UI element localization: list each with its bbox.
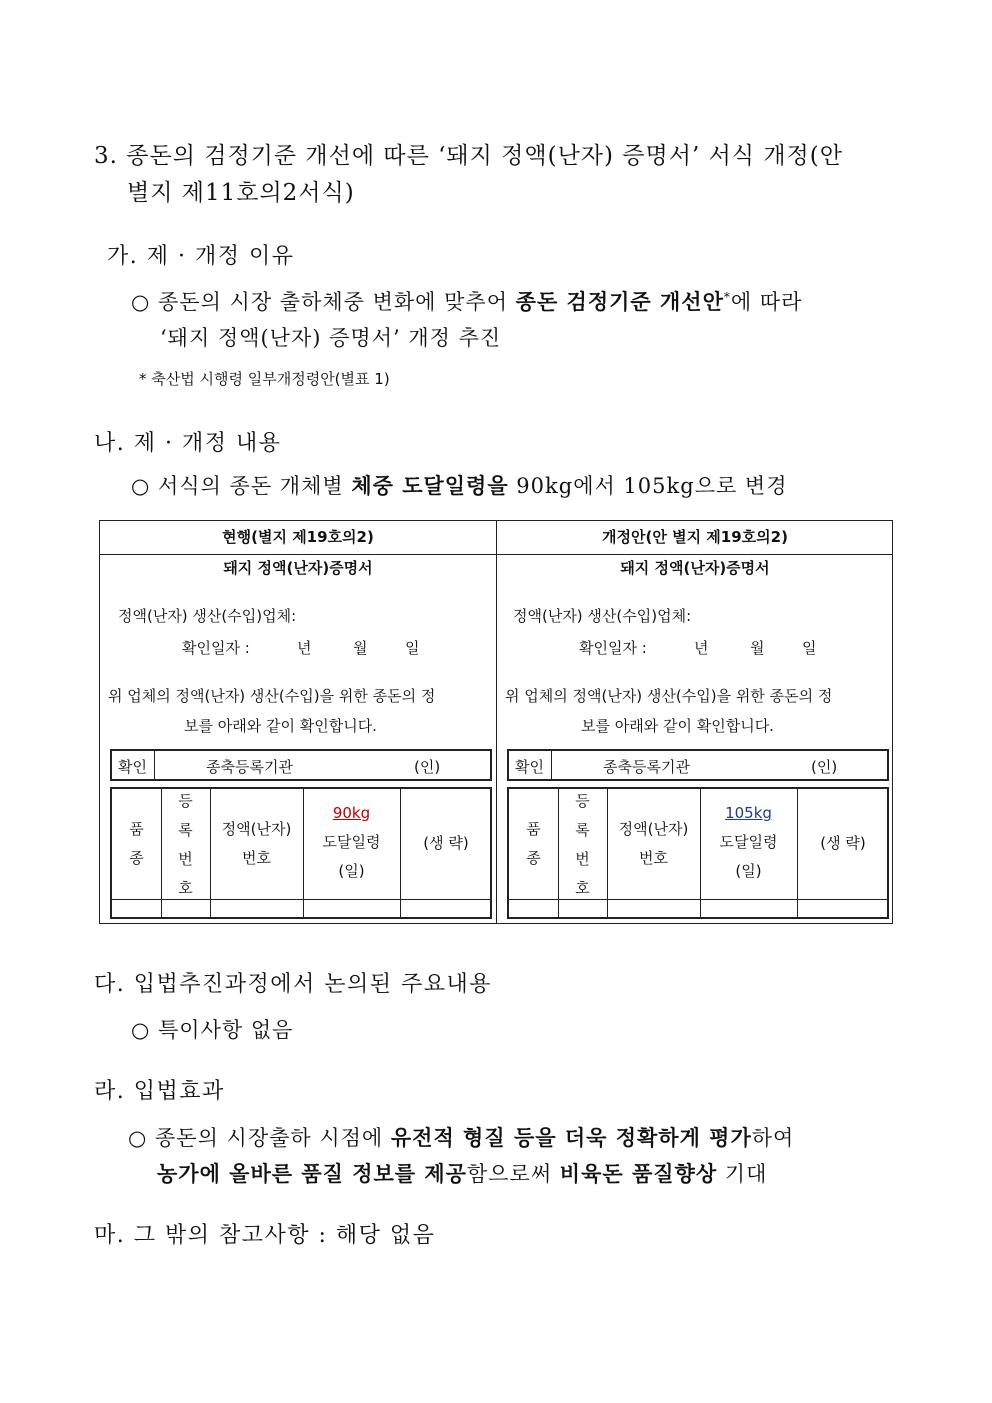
heading-ra: 라. 입법효과 xyxy=(94,1079,225,1104)
current-form xyxy=(100,555,496,923)
na-bullet-text-b: 90kg에서 105kg으로 변경 xyxy=(508,474,788,498)
col-reg-char: 번 xyxy=(575,850,590,868)
col-reg-char: 등 xyxy=(575,792,590,810)
date-label: 확인일자 : xyxy=(579,639,647,657)
ga-bullet-text-b: 에 따라 xyxy=(730,290,803,314)
weight-value-old: 90kg xyxy=(332,804,371,822)
year-label: 년 xyxy=(297,639,312,657)
ra-text-a: ○ 종돈의 시장출하 시점에 xyxy=(128,1126,391,1150)
col-age-line: (일) xyxy=(338,862,365,880)
ra-text-d: 기대 xyxy=(717,1162,768,1186)
col-reg-char: 번 xyxy=(178,850,193,868)
col-reg-number xyxy=(558,787,607,903)
col-semen-number xyxy=(607,815,700,873)
ga-bullet-line1 xyxy=(131,286,802,316)
col-age-line: 도달일령 xyxy=(719,833,778,851)
right-column-header: 개정안(안 별지 제19호의2) xyxy=(602,528,788,546)
col-reg-char: 록 xyxy=(178,821,193,839)
col-semen-line: 정액(난자) xyxy=(221,820,292,838)
description-line2: 보를 아래와 같이 확인합니다. xyxy=(184,717,377,735)
col-breed-char: 품 xyxy=(129,820,144,838)
ga-bullet-line2: ‘돼지 정액(난자) 증명서’ 개정 추진 xyxy=(160,326,502,350)
ra-text-b: 하여 xyxy=(751,1126,795,1150)
year-label: 년 xyxy=(694,639,709,657)
month-label: 월 xyxy=(353,639,368,657)
description-line1: 위 업체의 정액(난자) 생산(수입)을 위한 종돈의 정 xyxy=(108,687,436,705)
col-breed-char: 종 xyxy=(526,849,541,867)
description-line2: 보를 아래와 같이 확인합니다. xyxy=(581,717,774,735)
col-age-line: (일) xyxy=(735,862,762,880)
na-bullet-bold: 체중 도달일령을 xyxy=(351,473,509,498)
col-semen-line: 정액(난자) xyxy=(618,820,689,838)
col-age-line: 도달일령 xyxy=(322,833,381,851)
confirm-label: 확인 xyxy=(118,758,147,776)
ga-bullet-bold: 종돈 검정기준 개선안 xyxy=(515,289,724,314)
pig-info-grid xyxy=(507,787,889,919)
col-reg-char: 등 xyxy=(178,792,193,810)
heading-da: 다. 입법추진과정에서 논의된 주요내용 xyxy=(94,972,493,997)
ra-text-c: 함으로써 xyxy=(466,1162,560,1186)
registry-label: 종축등록기관 xyxy=(603,758,690,776)
col-reg-char: 호 xyxy=(178,879,193,897)
description-line1: 위 업체의 정액(난자) 생산(수입)을 위한 종돈의 정 xyxy=(505,687,833,705)
registry-label: 종축등록기관 xyxy=(206,758,293,776)
confirm-box xyxy=(110,749,492,781)
da-bullet: ○ 특이사항 없음 xyxy=(131,1018,294,1042)
col-reg-char: 록 xyxy=(575,821,590,839)
col-breed xyxy=(509,815,558,873)
col-semen-number xyxy=(210,815,303,873)
ra-bold-b: 농가에 올바른 품질 정보를 제공 xyxy=(157,1161,467,1186)
col-omitted: (생 략) xyxy=(423,834,469,852)
confirm-label: 확인 xyxy=(515,758,544,776)
col-reg-number xyxy=(161,787,210,903)
date-label: 확인일자 : xyxy=(182,639,250,657)
ra-bold-a: 유전적 형질 등을 더욱 정확하게 평가 xyxy=(390,1125,752,1150)
pig-info-grid xyxy=(110,787,492,919)
day-label: 일 xyxy=(802,639,817,657)
producer-label: 정액(난자) 생산(수입)업체: xyxy=(513,607,692,625)
comparison-table xyxy=(99,520,893,924)
left-column-header: 현행(별지 제19호의2) xyxy=(222,528,374,546)
col-semen-line: 번호 xyxy=(639,849,668,867)
col-breed-char: 종 xyxy=(129,849,144,867)
heading-ga: 가. 제 · 개정 이유 xyxy=(107,244,295,269)
section-title-line2: 별지 제11호의2서식) xyxy=(127,180,355,206)
na-bullet xyxy=(131,470,788,500)
col-omitted: (생 략) xyxy=(820,834,866,852)
ga-footnote: * 축산법 시행령 일부개정령안(별표 1) xyxy=(139,370,390,388)
form-title: 돼지 정액(난자)증명서 xyxy=(620,559,770,577)
confirm-box xyxy=(507,749,889,781)
section-title-line1: 3. 종돈의 검정기준 개선에 따른 ‘돼지 정액(난자) 증명서’ 서식 개정(안 xyxy=(94,143,843,169)
col-breed-char: 품 xyxy=(526,820,541,838)
ga-footnote-star: * xyxy=(723,290,731,304)
weight-value-new: 105kg xyxy=(725,804,772,822)
col-reg-char: 호 xyxy=(575,879,590,897)
heading-ma: 마. 그 밖의 참고사항 : 해당 없음 xyxy=(94,1223,436,1248)
form-title: 돼지 정액(난자)증명서 xyxy=(223,559,373,577)
day-label: 일 xyxy=(405,639,420,657)
confirm-divider xyxy=(551,751,552,779)
col-semen-line: 번호 xyxy=(242,849,271,867)
seal-label: (인) xyxy=(811,758,838,776)
na-bullet-text-a: ○ 서식의 종돈 개체별 xyxy=(131,474,352,498)
seal-label: (인) xyxy=(414,758,441,776)
col-age-to-weight xyxy=(303,799,400,886)
confirm-divider xyxy=(154,751,155,779)
ra-bold-c: 비육돈 품질향상 xyxy=(559,1161,718,1186)
ra-bullet-line1 xyxy=(128,1122,794,1152)
col-breed xyxy=(112,815,161,873)
ga-bullet-text-a: ○ 종돈의 시장 출하체중 변화에 맞추어 xyxy=(131,290,516,314)
month-label: 월 xyxy=(750,639,765,657)
heading-na: 나. 제 · 개정 내용 xyxy=(94,431,282,456)
ra-bullet-line2 xyxy=(157,1158,767,1188)
col-age-to-weight xyxy=(700,799,797,886)
revised-form xyxy=(497,555,893,923)
producer-label: 정액(난자) 생산(수입)업체: xyxy=(118,607,297,625)
